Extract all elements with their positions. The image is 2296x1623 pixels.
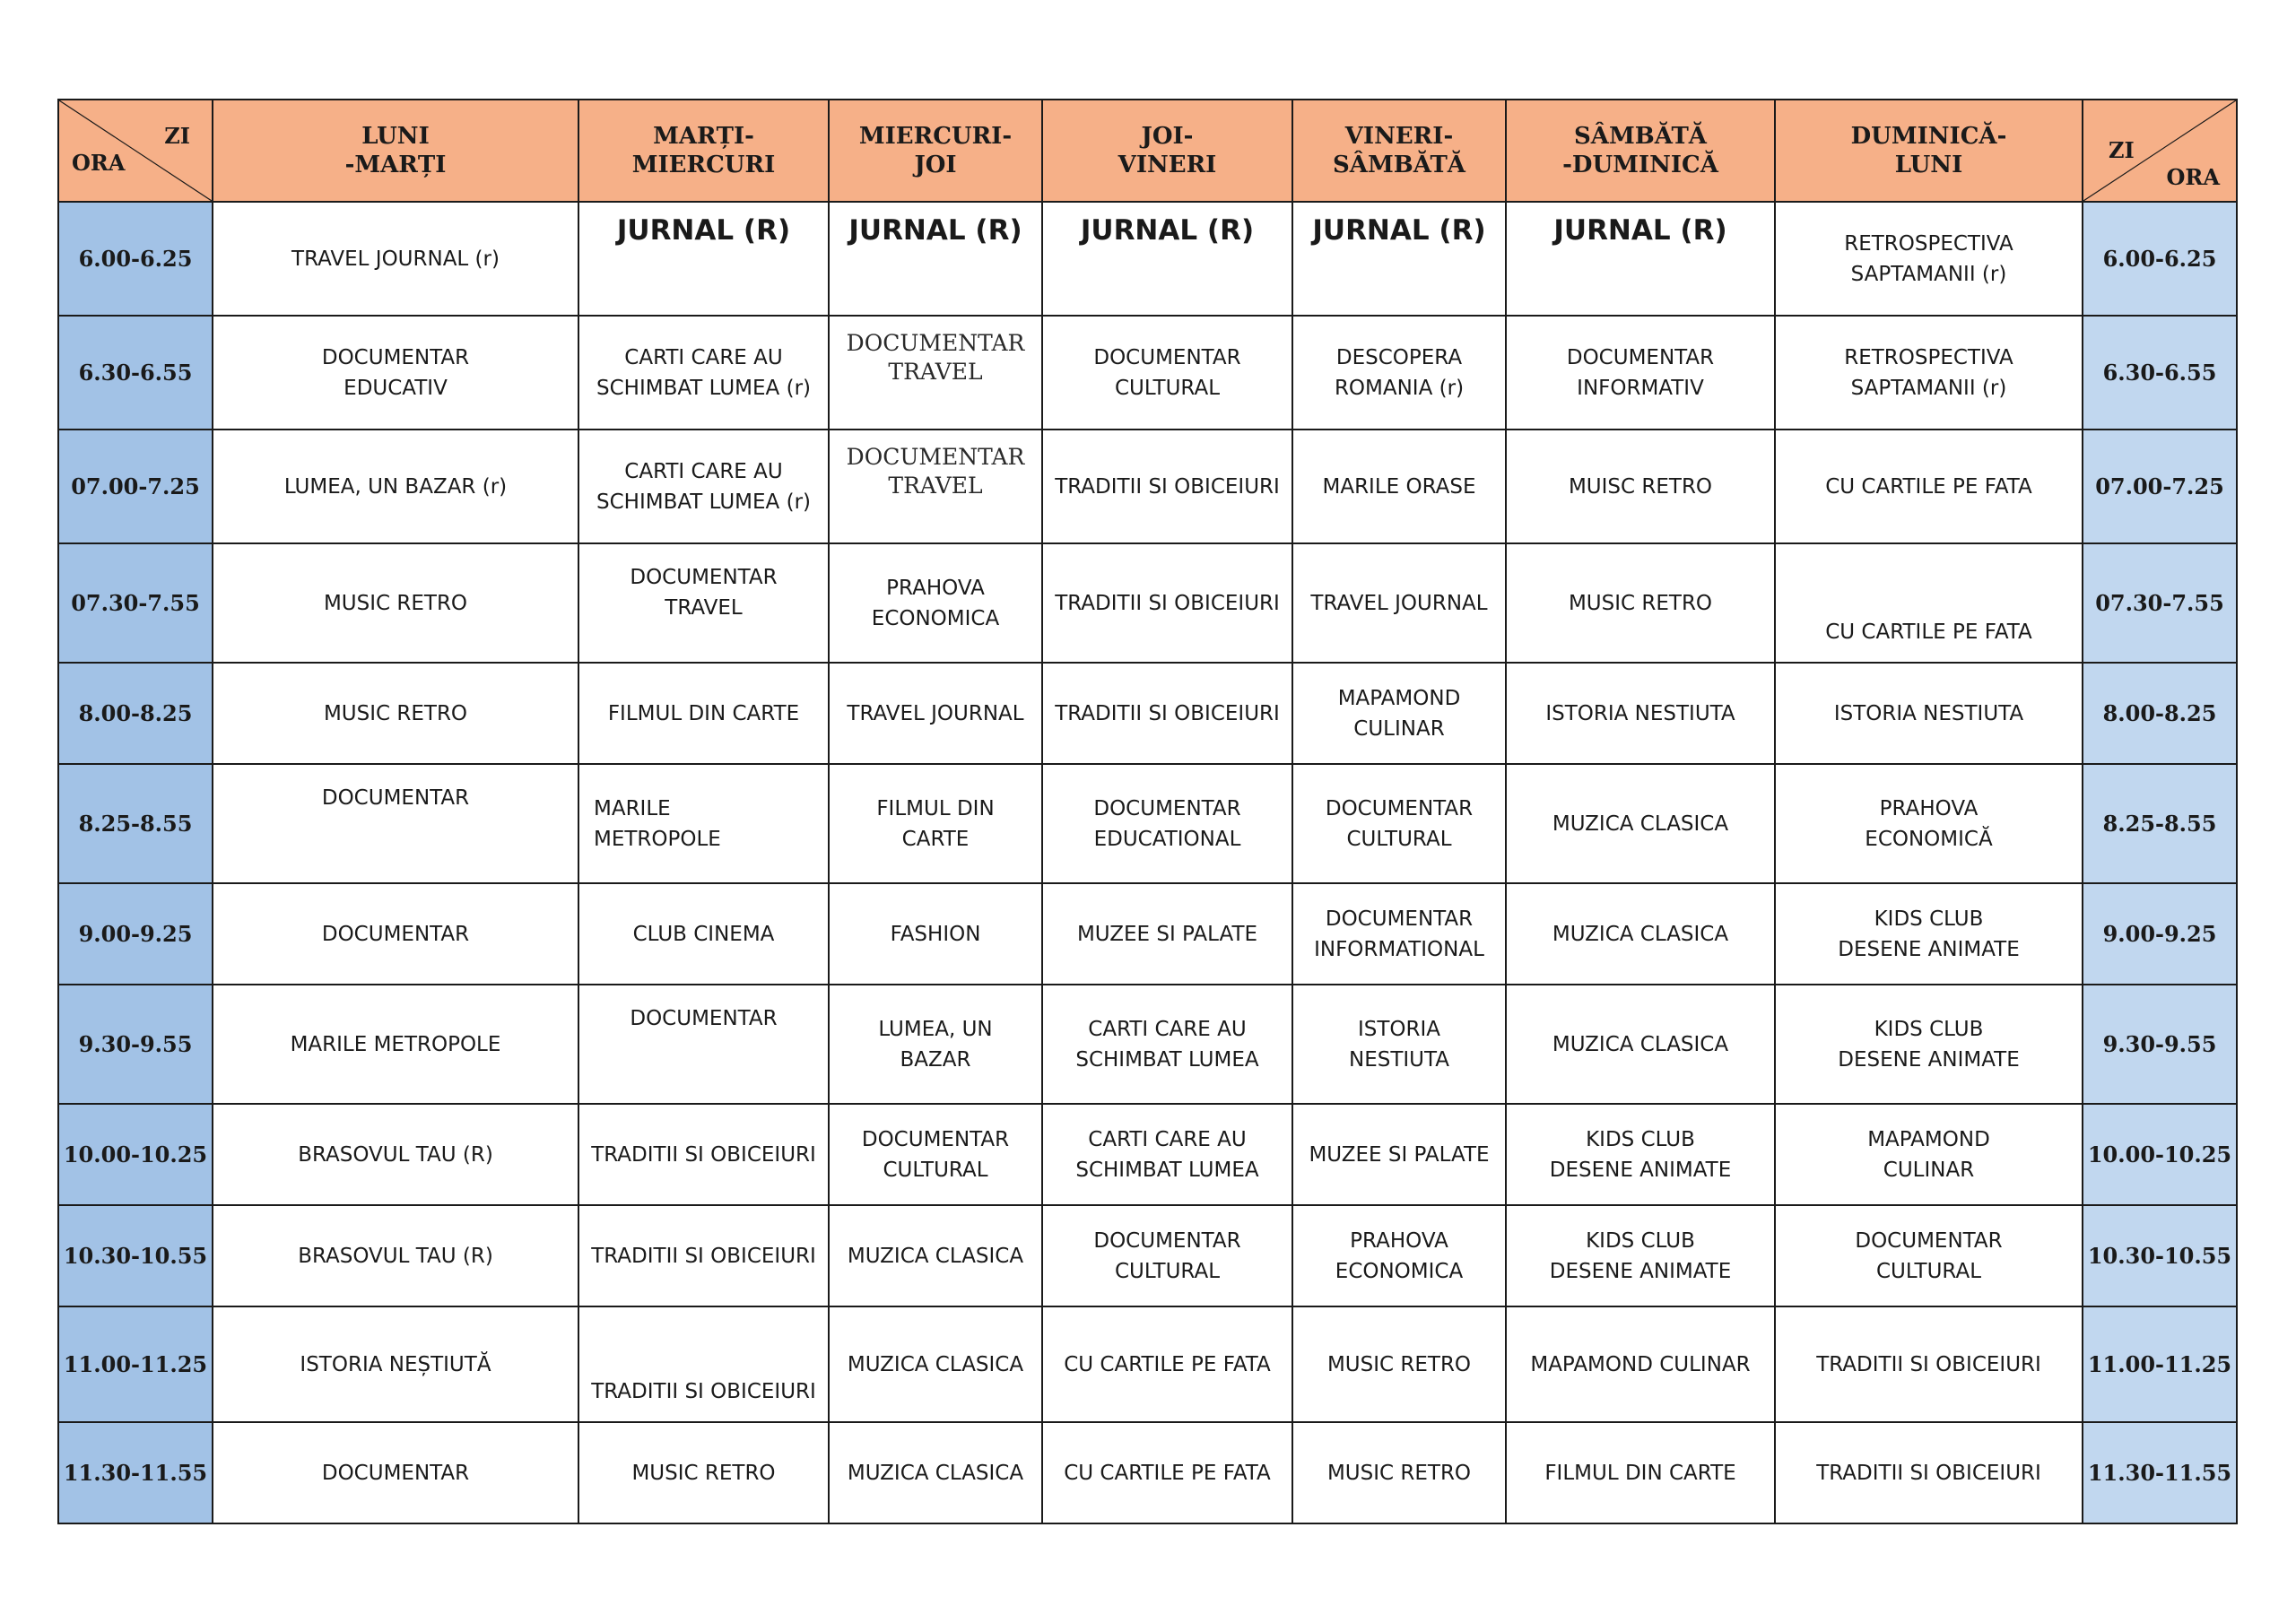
time-slot-right: 9.30-9.55 xyxy=(2083,985,2237,1104)
program-cell xyxy=(578,1422,829,1523)
program-title: BRASOVUL TAU (R) xyxy=(298,1244,493,1268)
program-cell xyxy=(829,883,1042,985)
program-title: FILMUL DIN CARTE xyxy=(1544,1461,1736,1485)
program-cell xyxy=(1042,1205,1292,1306)
program-title: JURNAL (R) xyxy=(1553,214,1727,247)
program-title: TRAVEL JOURNAL (r) xyxy=(291,247,500,271)
program-cell xyxy=(213,985,578,1104)
program-cell xyxy=(213,1306,578,1422)
day-header: JOI- VINERI xyxy=(1042,100,1292,202)
program-title: TRAVEL xyxy=(665,596,743,620)
program-cell xyxy=(1292,764,1506,883)
program-cell xyxy=(1292,1104,1506,1205)
program-cell xyxy=(829,543,1042,663)
program-title: CULTURAL xyxy=(1114,376,1221,400)
program-title: MAPAMOND xyxy=(1867,1127,1990,1151)
program-cell xyxy=(1042,1104,1292,1205)
program-title: ECONOMICĂ xyxy=(1865,827,1993,851)
day-header: MARȚI- MIERCURI xyxy=(578,100,829,202)
program-cell xyxy=(213,764,578,883)
program-title: TRAVEL JOURNAL xyxy=(1310,591,1488,615)
program-title: CULINAR xyxy=(1353,716,1445,741)
day-header: LUNI -MARȚI xyxy=(213,100,578,202)
program-cell xyxy=(829,430,1042,543)
program-title: MARILE xyxy=(594,796,671,820)
program-title: MAPAMOND xyxy=(1337,686,1461,710)
time-slot-left: 10.30-10.55 xyxy=(58,1205,213,1306)
program-title: MUSIC RETRO xyxy=(631,1461,776,1485)
time-slot-right: 9.00-9.25 xyxy=(2083,883,2237,985)
program-cell xyxy=(213,1205,578,1306)
program-title: MUZICA CLASICA xyxy=(1552,812,1729,836)
program-title: DOCUMENTAR xyxy=(1566,345,1715,369)
program-title: CARTI CARE AU xyxy=(1088,1017,1247,1041)
program-cell xyxy=(1775,430,2083,543)
program-cell xyxy=(578,883,829,985)
program-title: TRADITII SI OBICEIURI xyxy=(591,1244,816,1268)
program-cell xyxy=(1775,1422,2083,1523)
time-slot-right: 07.30-7.55 xyxy=(2083,543,2237,663)
program-title: DOCUMENTAR xyxy=(630,566,778,589)
program-cell xyxy=(829,985,1042,1104)
time-slot-left: 10.00-10.25 xyxy=(58,1104,213,1205)
program-cell xyxy=(213,1104,578,1205)
time-slot-right: 10.00-10.25 xyxy=(2083,1104,2237,1205)
schedule-row xyxy=(58,543,2237,663)
program-title: CULTURAL xyxy=(1114,1259,1221,1283)
program-title: DOCUMENTAR xyxy=(321,1461,470,1485)
program-title: MUZICA CLASICA xyxy=(847,1352,1024,1376)
program-title: MUZICA CLASICA xyxy=(847,1461,1024,1485)
program-title: EDUCATIONAL xyxy=(1093,827,1241,851)
program-title: RETROSPECTIVA xyxy=(1844,231,2013,256)
program-title: MUISC RETRO xyxy=(1568,474,1713,499)
program-cell xyxy=(1042,316,1292,430)
program-title: DOCUMENTAR xyxy=(846,444,1025,470)
program-title: MARILE ORASE xyxy=(1322,474,1476,499)
program-cell xyxy=(1775,316,2083,430)
program-title: PRAHOVA xyxy=(1350,1228,1448,1253)
program-title: DOCUMENTAR xyxy=(321,345,470,369)
schedule-row xyxy=(58,764,2237,883)
program-title: JURNAL (R) xyxy=(1080,214,1255,247)
program-title: MUSIC RETRO xyxy=(1568,591,1713,615)
schedule-body xyxy=(58,202,2237,1523)
program-cell xyxy=(829,202,1042,316)
program-title: MUZICA CLASICA xyxy=(847,1244,1024,1268)
program-title: RETROSPECTIVA xyxy=(1844,345,2013,369)
program-title: MUZEE SI PALATE xyxy=(1309,1142,1490,1167)
header-row xyxy=(58,100,2237,202)
program-cell xyxy=(578,430,829,543)
corner-zi-label: ZI xyxy=(2109,137,2135,163)
program-cell xyxy=(1042,202,1292,316)
time-slot-right: 6.00-6.25 xyxy=(2083,202,2237,316)
program-title: TRADITII SI OBICEIURI xyxy=(1816,1352,2041,1376)
schedule-row xyxy=(58,1205,2237,1306)
program-title: CULTURAL xyxy=(883,1158,988,1182)
schedule-row xyxy=(58,316,2237,430)
program-title: JURNAL (R) xyxy=(848,214,1022,247)
program-title: ROMANIA (r) xyxy=(1334,376,1465,400)
program-title: MAPAMOND CULINAR xyxy=(1530,1352,1751,1376)
program-cell xyxy=(1775,1104,2083,1205)
program-title: KIDS CLUB xyxy=(1874,907,1984,931)
time-slot-left: 6.00-6.25 xyxy=(58,202,213,316)
program-cell xyxy=(1506,663,1775,764)
program-cell xyxy=(1292,202,1506,316)
program-title: CULTURAL xyxy=(1346,827,1452,851)
program-cell xyxy=(578,985,829,1104)
program-title: PRAHOVA xyxy=(886,576,985,600)
program-title: DOCUMENTAR xyxy=(1325,907,1474,931)
time-slot-right: 8.00-8.25 xyxy=(2083,663,2237,764)
program-cell xyxy=(1506,543,1775,663)
program-title: DOCUMENTAR xyxy=(1325,796,1474,820)
program-title: CULINAR xyxy=(1883,1158,1975,1182)
time-slot-left: 11.00-11.25 xyxy=(58,1306,213,1422)
program-cell xyxy=(1042,1306,1292,1422)
time-slot-right: 6.30-6.55 xyxy=(2083,316,2237,430)
program-cell xyxy=(578,316,829,430)
program-title: TRADITII SI OBICEIURI xyxy=(591,1142,816,1167)
program-cell xyxy=(1775,1205,2083,1306)
program-title: CLUB CINEMA xyxy=(632,922,775,946)
program-cell xyxy=(1506,430,1775,543)
program-title: JURNAL (R) xyxy=(616,214,791,247)
program-title: DESENE ANIMATE xyxy=(1549,1158,1732,1182)
program-cell xyxy=(1506,202,1775,316)
program-title: TRAVEL xyxy=(888,473,983,499)
program-title: SAPTAMANII (r) xyxy=(1850,376,2007,400)
program-title: MUZEE SI PALATE xyxy=(1076,922,1258,946)
program-title: DOCUMENTAR xyxy=(1093,345,1241,369)
program-title: CU CARTILE PE FATA xyxy=(1825,621,2032,644)
program-title: FASHION xyxy=(890,922,981,946)
program-cell xyxy=(1775,1306,2083,1422)
program-cell xyxy=(1506,1306,1775,1422)
program-cell xyxy=(213,430,578,543)
program-cell xyxy=(578,1306,829,1422)
program-cell xyxy=(1506,985,1775,1104)
program-title: ECONOMICA xyxy=(1335,1259,1464,1283)
program-cell xyxy=(1775,883,2083,985)
program-title: DOCUMENTAR xyxy=(861,1127,1010,1151)
program-title: METROPOLE xyxy=(594,827,721,851)
program-cell xyxy=(829,764,1042,883)
program-cell xyxy=(1042,430,1292,543)
program-cell xyxy=(213,543,578,663)
program-cell xyxy=(829,1306,1042,1422)
program-title: TRADITII SI OBICEIURI xyxy=(591,1380,816,1403)
program-cell xyxy=(1775,202,2083,316)
schedule-row xyxy=(58,883,2237,985)
program-title: FILMUL DIN xyxy=(876,796,995,820)
program-cell xyxy=(213,1422,578,1523)
program-title: CARTI CARE AU xyxy=(1088,1127,1247,1151)
schedule-row xyxy=(58,202,2237,316)
program-title: DOCUMENTAR xyxy=(1093,1228,1241,1253)
program-title: LUMEA, UN xyxy=(878,1017,993,1041)
program-cell xyxy=(578,202,829,316)
program-cell xyxy=(829,1422,1042,1523)
program-cell xyxy=(1042,764,1292,883)
program-title: MUSIC RETRO xyxy=(1326,1461,1472,1485)
time-slot-left: 6.30-6.55 xyxy=(58,316,213,430)
program-title: MUSIC RETRO xyxy=(1326,1352,1472,1376)
program-cell xyxy=(578,543,829,663)
program-title: DOCUMENTAR xyxy=(1093,796,1241,820)
program-cell xyxy=(829,1205,1042,1306)
schedule-row xyxy=(58,1104,2237,1205)
program-cell xyxy=(578,1205,829,1306)
program-title: CARTI CARE AU xyxy=(624,459,783,483)
program-title: ISTORIA NESTIUTA xyxy=(1833,701,2024,725)
program-title: EDUCATIV xyxy=(344,376,448,400)
program-title: CU CARTILE PE FATA xyxy=(1064,1461,1271,1485)
program-title: CU CARTILE PE FATA xyxy=(1825,474,2032,499)
program-title: MUZICA CLASICA xyxy=(1552,1032,1729,1056)
day-header: MIERCURI- JOI xyxy=(829,100,1042,202)
corner-ora-label: ORA xyxy=(2166,164,2220,190)
program-cell xyxy=(1292,1306,1506,1422)
program-cell xyxy=(829,316,1042,430)
time-slot-left: 07.30-7.55 xyxy=(58,543,213,663)
program-title: DESCOPERA xyxy=(1335,345,1463,369)
time-slot-right: 10.30-10.55 xyxy=(2083,1205,2237,1306)
program-cell xyxy=(213,883,578,985)
program-cell xyxy=(1042,663,1292,764)
program-title: TRAVEL xyxy=(888,359,983,385)
program-cell xyxy=(829,1104,1042,1205)
program-title: CARTI CARE AU xyxy=(624,345,783,369)
program-cell xyxy=(213,663,578,764)
program-cell xyxy=(1775,543,2083,663)
program-title: TRADITII SI OBICEIURI xyxy=(1055,474,1280,499)
program-title: MUSIC RETRO xyxy=(323,591,468,615)
program-title: MUSIC RETRO xyxy=(323,701,468,725)
program-cell xyxy=(1292,430,1506,543)
tv-schedule-table xyxy=(57,99,2238,1524)
corner-zi-label: ZI xyxy=(164,123,190,149)
program-title: FILMUL DIN CARTE xyxy=(607,701,800,725)
program-title: DOCUMENTAR xyxy=(321,922,470,946)
program-title: KIDS CLUB xyxy=(1874,1017,1984,1041)
program-cell xyxy=(1292,663,1506,764)
day-header: SÂMBĂTĂ -DUMINICĂ xyxy=(1506,100,1775,202)
program-title: CULTURAL xyxy=(1875,1259,1982,1283)
program-title: KIDS CLUB xyxy=(1586,1127,1695,1151)
program-title: SCHIMBAT LUMEA (r) xyxy=(596,376,811,400)
program-cell xyxy=(1775,663,2083,764)
program-cell xyxy=(1292,543,1506,663)
program-title: SCHIMBAT LUMEA (r) xyxy=(596,490,811,514)
program-cell xyxy=(1292,1422,1506,1523)
program-cell xyxy=(1506,316,1775,430)
program-title: SCHIMBAT LUMEA xyxy=(1075,1047,1259,1072)
program-cell xyxy=(1506,1104,1775,1205)
time-slot-right: 07.00-7.25 xyxy=(2083,430,2237,543)
program-cell xyxy=(1506,883,1775,985)
program-title: SAPTAMANII (r) xyxy=(1850,262,2007,286)
program-title: CU CARTILE PE FATA xyxy=(1064,1352,1271,1376)
program-title: ISTORIA xyxy=(1357,1017,1441,1041)
program-title: TRAVEL JOURNAL xyxy=(847,701,1024,725)
time-slot-right: 11.30-11.55 xyxy=(2083,1422,2237,1523)
program-title: JURNAL (R) xyxy=(1312,214,1486,247)
program-title: NESTIUTA xyxy=(1348,1047,1449,1072)
program-title: KIDS CLUB xyxy=(1586,1228,1695,1253)
program-cell xyxy=(1292,883,1506,985)
corner-cell-left xyxy=(58,100,213,202)
program-title: BRASOVUL TAU (R) xyxy=(298,1142,493,1167)
program-cell xyxy=(213,202,578,316)
time-slot-left: 9.30-9.55 xyxy=(58,985,213,1104)
program-cell xyxy=(829,663,1042,764)
program-cell xyxy=(1042,985,1292,1104)
program-cell xyxy=(1042,543,1292,663)
program-cell xyxy=(578,1104,829,1205)
program-title: INFORMATIV xyxy=(1577,376,1704,400)
schedule-row xyxy=(58,663,2237,764)
schedule-row xyxy=(58,985,2237,1104)
program-cell xyxy=(1292,1205,1506,1306)
program-cell xyxy=(213,316,578,430)
program-cell xyxy=(1292,985,1506,1104)
program-cell xyxy=(578,663,829,764)
program-cell xyxy=(1506,764,1775,883)
program-cell xyxy=(1775,985,2083,1104)
program-title: ISTORIA NEȘTIUTĂ xyxy=(300,1352,491,1376)
program-cell xyxy=(1042,1422,1292,1523)
program-title: DOCUMENTAR xyxy=(630,1007,778,1030)
program-title: BAZAR xyxy=(900,1047,971,1072)
schedule-row xyxy=(58,1306,2237,1422)
day-header: DUMINICĂ- LUNI xyxy=(1775,100,2083,202)
program-title: ISTORIA NESTIUTA xyxy=(1545,701,1735,725)
program-title: DOCUMENTAR xyxy=(846,330,1025,356)
program-title: ECONOMICA xyxy=(871,606,1000,630)
program-title: DOCUMENTAR xyxy=(321,786,470,810)
program-title: MUZICA CLASICA xyxy=(1552,922,1729,946)
time-slot-left: 9.00-9.25 xyxy=(58,883,213,985)
time-slot-right: 8.25-8.55 xyxy=(2083,764,2237,883)
program-cell xyxy=(1042,883,1292,985)
program-title: MARILE METROPOLE xyxy=(290,1032,501,1056)
program-cell xyxy=(1506,1205,1775,1306)
program-title: DESENE ANIMATE xyxy=(1838,937,2020,961)
program-title: TRADITII SI OBICEIURI xyxy=(1055,701,1280,725)
schedule-row xyxy=(58,1422,2237,1523)
program-title: DESENE ANIMATE xyxy=(1838,1047,2020,1072)
corner-cell-right xyxy=(2083,100,2237,202)
program-title: DESENE ANIMATE xyxy=(1549,1259,1732,1283)
day-header: VINERI- SÂMBĂTĂ xyxy=(1292,100,1506,202)
time-slot-left: 8.25-8.55 xyxy=(58,764,213,883)
program-cell xyxy=(1506,1422,1775,1523)
time-slot-right: 11.00-11.25 xyxy=(2083,1306,2237,1422)
time-slot-left: 07.00-7.25 xyxy=(58,430,213,543)
time-slot-left: 11.30-11.55 xyxy=(58,1422,213,1523)
program-cell xyxy=(578,764,829,883)
program-title: INFORMATIONAL xyxy=(1314,937,1484,961)
time-slot-left: 8.00-8.25 xyxy=(58,663,213,764)
program-title: SCHIMBAT LUMEA xyxy=(1075,1158,1259,1182)
program-title: TRADITII SI OBICEIURI xyxy=(1816,1461,2041,1485)
schedule-row xyxy=(58,430,2237,543)
program-cell xyxy=(1775,764,2083,883)
program-title: CARTE xyxy=(901,827,970,851)
corner-ora-label: ORA xyxy=(72,150,126,176)
program-title: PRAHOVA xyxy=(1879,796,1979,820)
program-cell xyxy=(1292,316,1506,430)
program-title: LUMEA, UN BAZAR (r) xyxy=(283,474,508,499)
program-title: TRADITII SI OBICEIURI xyxy=(1055,591,1280,615)
program-title: DOCUMENTAR xyxy=(1855,1228,2003,1253)
